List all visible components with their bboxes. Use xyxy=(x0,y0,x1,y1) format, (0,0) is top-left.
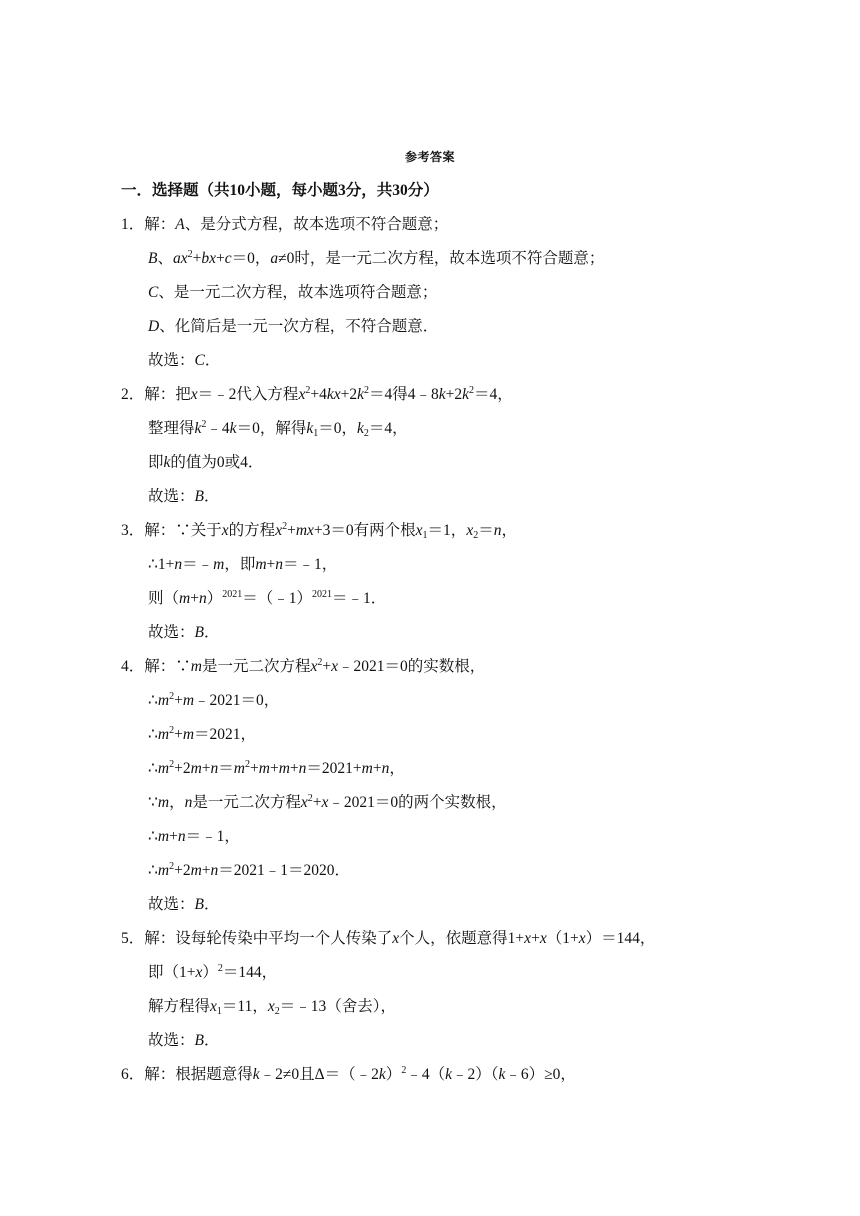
q3-answer: 故选：B． xyxy=(148,624,220,641)
q4-line-7: $\therefore m^2+2m+n=2021﹣1=2020$． xyxy=(148,861,351,879)
q1-line-1: 1．解：A、是分式方程，故本选项不符合题意； xyxy=(121,216,449,233)
q5-answer: 故选：B． xyxy=(148,1032,220,1049)
q4-line-2: $\therefore m^2+m﹣2021=0$， xyxy=(148,691,280,709)
q1-line-2: B、$ax^2+bx+c=0$，a≠0时，是一元二次方程，故本选项不符合题意； xyxy=(148,249,605,267)
q4-line-5: ∵m，n是一元二次方程$x^2+x﹣2021=0$的两个实数根， xyxy=(148,793,507,811)
page-title: 参考答案 xyxy=(404,150,455,164)
section-heading: 一．选择题（共10小题，每小题3分，共30分） xyxy=(121,182,439,199)
q3-line-3: 则$(m+n)^{2021}=(﹣1)^{2021}=﹣1$． xyxy=(148,589,387,607)
q2-answer: 故选：B． xyxy=(148,488,220,505)
q3-line-1: 3．解：∵关于x的方程$x^2+mx+3=0$有两个根$x_1=1$，$x_2=n$， xyxy=(121,521,517,541)
q4-line-3: $\therefore m^2+m=2021$， xyxy=(148,725,257,743)
q4-line-1: 4．解：∵m是一元二次方程$x^2+x﹣2021=0$的实数根， xyxy=(121,657,486,675)
q5-line-1: 5．解：设每轮传染中平均一个人传染了x个人，依题意得1+x+x（1+x）＝144， xyxy=(121,930,656,947)
q4-line-6: ∴m+n＝﹣1， xyxy=(148,828,240,845)
q4-answer: 故选：B． xyxy=(148,896,220,913)
q4-line-4: $\therefore m^2+2m+n=m^2+m+m+n=2021+m+n$， xyxy=(148,759,405,777)
q2-line-1: 2．解：把x＝﹣2代入方程$x^2+4kx+2k^2=4$得$4﹣8k+2k^2=4$， xyxy=(121,385,513,403)
q3-line-2: ∴1+n＝﹣m，即m+n＝﹣1， xyxy=(148,556,338,573)
q5-line-3: 解方程得$x_1=11$，$x_2=﹣13$（舍去）， xyxy=(148,998,396,1017)
q1-line-3: C、是一元二次方程，故本选项符合题意； xyxy=(148,284,438,301)
q1-answer: 故选：C． xyxy=(148,352,221,369)
q6-line-1: 6．解：根据题意得k﹣2≠0且Δ＝（﹣2k）$^2$﹣4（k﹣2）（k﹣6）≥0， xyxy=(121,1065,576,1083)
q2-line-3: 即k的值为0或4． xyxy=(148,454,264,471)
q2-line-2: 整理得$k^2﹣4k=0$，解得$k_1=0$，$k_2=4$， xyxy=(148,419,408,439)
q1-line-4: D、化简后是一元一次方程，不符合题意． xyxy=(148,318,439,335)
q5-line-2: 即$(1+x)^2=144$， xyxy=(148,963,278,981)
